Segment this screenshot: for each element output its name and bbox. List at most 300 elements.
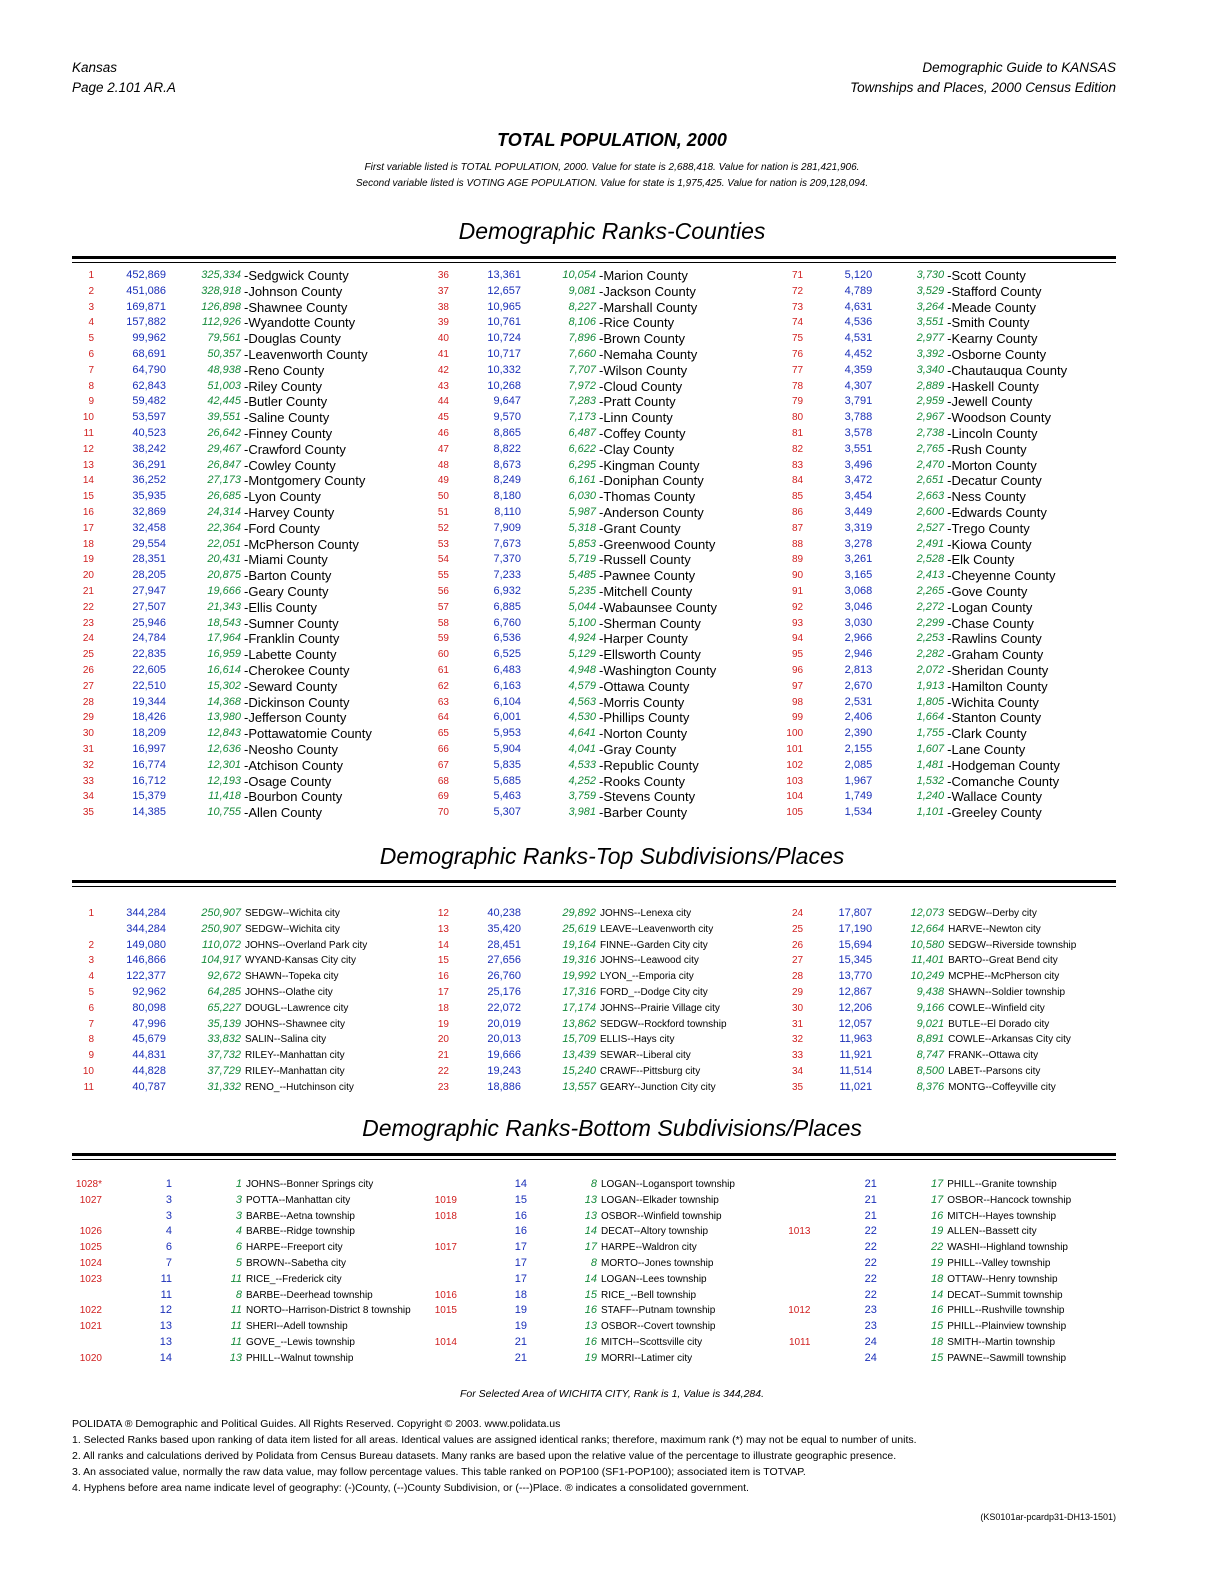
top-places-table [72,906,1116,1096]
table-row [782,1303,1116,1319]
rank-cell: 12 [437,908,449,919]
area-name-cell: -Allen County [244,805,323,821]
area-name-cell: -Seward County [244,678,338,694]
area-name-cell: GOVE_--Lewis township [246,1336,355,1348]
rank-cell: 39 [437,317,449,329]
voting-age-cell: 1,607 [916,742,945,755]
table-row [782,284,1116,300]
population-cell: 7,673 [493,537,521,550]
table-row [72,1080,427,1096]
area-name-cell: -Leavenworth County [244,346,368,362]
voting-age-cell: 7,173 [568,411,596,424]
table-row [782,584,1116,600]
table-row [427,805,782,821]
area-name-cell: DECAT--Summit township [947,1289,1063,1301]
table-row [427,394,782,410]
table-row [427,906,782,922]
population-cell: 3,472 [844,474,873,487]
population-cell: 6,525 [493,648,521,661]
area-name-cell: BROWN--Sabetha city [246,1257,347,1269]
population-cell: 2,406 [844,711,873,724]
table-row [782,1224,1116,1240]
population-cell: 6,885 [493,600,521,613]
rank-cell [782,1351,810,1367]
population-cell: 10,717 [487,347,521,360]
voting-age-cell: 17 [930,1178,944,1190]
table-row [782,922,1116,938]
rank-cell: 88 [791,538,804,550]
rank-cell: 1012 [788,1305,811,1317]
voting-age-cell: 8 [590,1256,597,1269]
population-cell: 149,080 [126,938,166,951]
voting-age-cell: 4,641 [568,727,596,740]
table-row [427,489,782,505]
rank-cell: 90 [791,570,804,582]
rank-cell [72,922,94,938]
table-row [72,300,427,316]
area-name-cell: SHAWN--Topeka city [245,971,339,983]
voting-age-cell: 5,235 [568,584,596,597]
table-row [72,584,427,600]
counties-table [72,268,1116,821]
area-name-cell: -Sedgwick County [244,268,349,283]
area-name-cell: -Miami County [244,552,328,568]
voting-age-cell: 3 [235,1209,242,1222]
population-cell: 6,932 [493,584,521,597]
table-row [782,1193,1116,1209]
population-cell: 26,760 [487,970,521,983]
population-cell: 35,935 [132,490,166,503]
rank-cell: 26 [791,939,804,951]
area-name-cell: SALIN--Salina city [245,1034,327,1046]
table-row [72,1177,427,1193]
table-row [427,710,782,726]
area-name-cell: -Jefferson County [244,710,347,726]
voting-age-cell: 35,139 [207,1017,241,1030]
area-name-cell: BARBE--Ridge township [246,1226,355,1238]
rank-cell: 98 [791,696,804,708]
voting-age-cell: 24,314 [207,505,241,518]
population-cell: 3,319 [844,521,873,534]
table-row [72,1064,427,1080]
area-name-cell: -Johnson County [244,283,343,299]
area-name-cell: SEDGW--Wichita city [245,908,340,919]
table-row [427,505,782,521]
table-row [72,347,427,363]
rank-cell: 104 [786,791,804,803]
table-row [427,552,782,568]
table-row [427,410,782,426]
voting-age-cell: 22 [930,1241,944,1254]
area-name-cell: MORRI--Latimer city [601,1352,693,1364]
voting-age-cell: 1,240 [916,790,945,803]
population-cell: 20,013 [487,1033,521,1046]
voting-age-cell: 64,285 [207,985,241,998]
area-name-cell: -Shawnee County [244,299,348,315]
area-name-cell: HARPE--Freeport city [246,1242,343,1254]
voting-age-cell: 5,318 [568,521,596,534]
rank-cell: 18 [437,1002,449,1014]
table-row [427,1017,782,1033]
table-row [72,568,427,584]
rank-cell: 1023 [79,1273,102,1285]
population-cell: 15,379 [132,790,166,803]
voting-age-cell: 15,302 [207,679,241,692]
population-cell: 15,345 [838,954,873,967]
table-row [427,726,782,742]
voting-age-cell: 7,660 [568,347,596,360]
area-name-cell: CRAWF--Pittsburg city [600,1065,701,1077]
area-name-cell: -Dickinson County [244,694,350,710]
rank-cell: 8 [88,1034,94,1046]
table-row [782,268,1116,284]
population-cell: 15,694 [838,938,873,951]
voting-age-cell: 12,843 [207,727,241,740]
rank-cell: 6 [88,1002,94,1014]
area-name-cell: MITCH--Scottsville city [601,1336,703,1348]
area-name-cell: PHILL--Granite township [947,1179,1057,1190]
population-cell: 11,921 [839,1049,873,1062]
voting-age-cell: 15 [930,1320,944,1333]
population-cell: 10,761 [487,316,521,329]
voting-age-cell: 37,732 [207,1049,241,1062]
rank-cell: 47 [437,443,449,455]
voting-age-cell: 92,672 [207,970,241,983]
population-cell: 169,871 [126,300,166,313]
table-row [72,758,427,774]
voting-age-cell: 4 [235,1225,242,1238]
population-cell: 21 [514,1351,527,1364]
area-name-cell: BARBE--Aetna township [246,1210,355,1222]
rank-cell: 37 [437,285,449,297]
rank-cell: 38 [437,301,449,313]
area-name-cell: -Ness County [947,489,1026,505]
voting-age-cell: 5,719 [568,553,596,566]
area-name-cell: -Cherokee County [244,662,350,678]
table-row [72,922,427,938]
rank-cell: 27 [791,955,804,967]
population-cell: 32,458 [132,521,166,534]
rank-cell: 34 [82,791,94,803]
population-cell: 53,597 [132,411,166,424]
rank-cell: 22 [82,601,94,613]
voting-age-cell: 2,272 [916,600,945,613]
population-cell: 27,947 [132,584,166,597]
rank-cell: 49 [437,475,449,487]
population-cell: 1 [165,1178,172,1190]
voting-age-cell: 8 [590,1178,597,1190]
table-row [427,268,782,284]
table-row [427,315,782,331]
area-name-cell: JOHNS--Shawnee city [245,1018,346,1030]
population-cell: 11 [160,1288,172,1301]
voting-age-cell: 10,580 [910,938,945,951]
area-name-cell: PHILL--Walnut township [246,1352,354,1364]
area-name-cell: -Hodgeman County [947,757,1060,773]
area-name-cell: -Chase County [947,615,1034,631]
area-name-cell: DOUGL--Lawrence city [245,1002,349,1014]
table-row [782,552,1116,568]
rank-cell: 83 [791,459,804,471]
population-cell: 24 [864,1335,877,1348]
rank-cell: 5 [88,333,94,345]
area-name-cell: -Sheridan County [947,662,1049,678]
population-cell: 20,019 [487,1017,521,1030]
rank-cell: 1024 [79,1257,102,1269]
area-name-cell: RENO_--Hutchinson city [245,1081,354,1093]
voting-age-cell: 6,622 [568,442,596,455]
area-name-cell: JOHNS--Leawood city [600,955,699,967]
rank-cell: 1014 [434,1336,457,1348]
area-name-cell: -Saline County [244,410,330,426]
rank-cell [427,1272,457,1288]
table-row [72,805,427,821]
table-row [72,695,427,711]
population-cell: 62,843 [132,379,166,392]
rank-cell: 1011 [788,1336,811,1348]
population-cell: 19,243 [487,1064,521,1077]
population-cell: 6 [165,1241,172,1254]
area-name-cell: LABET--Parsons city [948,1065,1041,1077]
area-name-cell: LYON_--Emporia city [600,971,694,983]
voting-age-cell: 3,551 [916,316,945,329]
table-row [72,442,427,458]
table-row [427,616,782,632]
table-column [72,268,427,821]
table-row [427,331,782,347]
variable-note-1: First variable listed is TOTAL POPULATION, 2000. Value for state is 2,688,418. Value for nation is 281,421,906. [364,162,860,173]
table-column [427,268,782,821]
population-cell: 2,155 [844,742,873,755]
rank-cell: 24 [791,908,804,919]
guide-edition: Townships and Places, 2000 Census Edition [850,80,1116,95]
area-name-cell: JOHNS--Bonner Springs city [246,1179,374,1190]
voting-age-cell: 4,924 [568,632,596,645]
rank-cell: 1028* [75,1179,102,1190]
population-cell: 5,685 [493,774,521,787]
area-name-cell: -Kiowa County [947,536,1032,552]
area-name-cell: -Mitchell County [599,583,693,599]
bottom-places-table [72,1177,1116,1367]
table-row [782,805,1116,821]
rank-cell: 68 [437,775,449,787]
voting-age-cell: 1 [235,1178,242,1190]
voting-age-cell: 37,729 [207,1064,241,1077]
table-row [72,394,427,410]
rank-cell: 103 [786,775,804,787]
table-row [782,1288,1116,1304]
voting-age-cell: 4,252 [568,774,596,787]
population-cell: 3,449 [844,505,873,518]
voting-age-cell: 20,431 [207,553,241,566]
area-name-cell: -Ford County [244,520,320,536]
rank-cell: 29 [82,712,94,724]
table-row [72,458,427,474]
rank-cell: 1025 [79,1242,102,1254]
rank-cell: 100 [786,728,804,740]
voting-age-cell: 16,614 [207,663,241,676]
rank-cell: 1018 [434,1210,457,1222]
area-name-cell: -Rooks County [599,773,685,789]
area-name-cell: -Montgomery County [244,473,366,489]
area-name-cell: -Nemaha County [599,346,698,362]
table-row [72,1017,427,1033]
voting-age-cell: 250,907 [201,907,241,919]
rank-cell: 26 [82,664,94,676]
population-cell: 14,385 [132,806,166,819]
rank-cell: 31 [82,743,94,755]
voting-age-cell: 17,174 [562,1001,596,1014]
area-name-cell: -Wabaunsee County [599,599,718,615]
population-cell: 12,206 [838,1001,873,1014]
population-cell: 3,030 [844,616,873,629]
population-cell: 27,507 [132,600,166,613]
population-cell: 16 [514,1225,527,1238]
rank-cell: 99 [791,712,804,724]
area-name-cell: FRANK--Ottawa city [948,1050,1039,1062]
population-cell: 27,656 [487,954,521,967]
state-label: Kansas [72,60,118,75]
area-name-cell: MORTO--Jones township [601,1257,714,1269]
table-row [782,726,1116,742]
population-cell: 9,570 [493,411,521,424]
population-cell: 29,554 [132,537,166,550]
table-row [72,726,427,742]
population-cell: 32,869 [132,505,166,518]
rank-cell: 14 [82,475,94,487]
area-name-cell: -Marshall County [599,299,698,315]
voting-age-cell: 22,051 [207,537,241,550]
voting-age-cell: 4,563 [568,695,596,708]
area-name-cell: -Riley County [244,378,323,394]
table-row [782,695,1116,711]
voting-age-cell: 7,972 [568,379,596,392]
voting-age-cell: 2,663 [916,490,945,503]
population-cell: 4,531 [844,332,873,345]
population-cell: 19,666 [487,1049,521,1062]
voting-age-cell: 2,072 [916,663,945,676]
area-name-cell: -Crawford County [244,441,346,457]
table-row [782,1209,1116,1225]
table-row [72,489,427,505]
area-name-cell: -Cloud County [599,378,683,394]
voting-age-cell: 4,530 [568,711,596,724]
area-name-cell: -Wallace County [947,789,1043,805]
area-name-cell: -Marion County [599,268,688,283]
table-row [782,600,1116,616]
area-name-cell: PHILL--Valley township [947,1257,1051,1269]
table-column [782,1177,1116,1367]
table-row [782,1017,1116,1033]
population-cell: 4,536 [844,316,873,329]
rank-cell: 15 [82,491,94,503]
voting-age-cell: 16 [930,1304,944,1317]
area-name-cell: -Lane County [947,741,1026,757]
table-row [782,758,1116,774]
footnote-2: 2. All ranks and calculations derived by Polidata from Census Bureau datasets. Many ranks are based upon the relative value of the percentage to illustrate geographic presence. [72,1450,897,1462]
area-name-cell: OSBOR--Covert township [601,1321,716,1333]
voting-age-cell: 9,021 [916,1017,945,1030]
rank-cell [782,1288,810,1304]
table-row [427,1001,782,1017]
table-row [427,600,782,616]
population-cell: 18,426 [132,711,166,724]
table-row [72,1256,427,1272]
table-row [72,331,427,347]
table-row [782,521,1116,537]
table-row [427,442,782,458]
rank-cell: 87 [791,522,804,534]
rank-cell: 1020 [79,1352,102,1364]
table-row [427,774,782,790]
divider [72,1153,1116,1156]
rank-cell: 94 [791,633,804,645]
population-cell: 6,104 [493,695,521,708]
table-row [427,568,782,584]
population-cell: 21 [864,1193,877,1206]
area-name-cell: HARVE--Newton city [948,923,1041,935]
rank-cell [427,1351,457,1367]
table-row [782,742,1116,758]
population-cell: 18 [514,1288,527,1301]
table-row [782,394,1116,410]
rank-cell [782,1272,810,1288]
table-row [72,1240,427,1256]
voting-age-cell: 18 [930,1335,944,1348]
rank-cell: 97 [791,680,804,692]
voting-age-cell: 2,282 [916,648,945,661]
area-name-cell: -Osborne County [947,346,1047,362]
table-row [72,505,427,521]
area-name-cell: -Decatur County [947,473,1042,489]
population-cell: 38,242 [132,442,166,455]
population-cell: 3,788 [844,411,873,424]
population-cell: 22,605 [132,663,166,676]
voting-age-cell: 9,166 [916,1001,945,1014]
footnote-1: 1. Selected Ranks based upon ranking of data item listed for all areas. Identical values are assigned identical ranks; therefore, maximum rank (*) may not be equal to number of units. [72,1434,917,1446]
area-name-cell: -Republic County [599,757,699,773]
rank-cell: 80 [791,412,804,424]
table-row [782,442,1116,458]
voting-age-cell: 2,600 [916,505,945,518]
section-title-top-places: Demographic Ranks-Top Subdivisions/Places [379,843,845,869]
rank-cell: 69 [437,791,449,803]
area-name-cell: -Pottawatomie County [244,726,372,742]
rank-cell: 60 [437,649,449,661]
rank-cell: 44 [437,396,449,408]
rank-cell: 1013 [788,1226,811,1238]
population-cell: 5,463 [493,790,521,803]
area-name-cell: -Barton County [244,568,332,584]
voting-age-cell: 7,283 [568,395,596,408]
area-name-cell: -Harvey County [244,504,335,520]
rank-cell: 65 [437,728,449,740]
rank-cell: 35 [791,1081,804,1093]
population-cell: 6,536 [493,632,521,645]
population-cell: 22 [864,1288,877,1301]
table-row [782,647,1116,663]
area-name-cell: -Clay County [599,441,675,457]
area-name-cell: MCPHE--McPherson city [948,971,1060,983]
population-cell: 4,359 [844,363,873,376]
table-row [427,1335,782,1351]
rank-cell: 33 [791,1050,804,1062]
rank-cell: 7 [88,364,94,376]
voting-age-cell: 19,992 [562,970,596,983]
table-row [782,1080,1116,1096]
population-cell: 8,180 [493,490,521,503]
area-name-cell: JOHNS--Overland Park city [245,939,368,951]
